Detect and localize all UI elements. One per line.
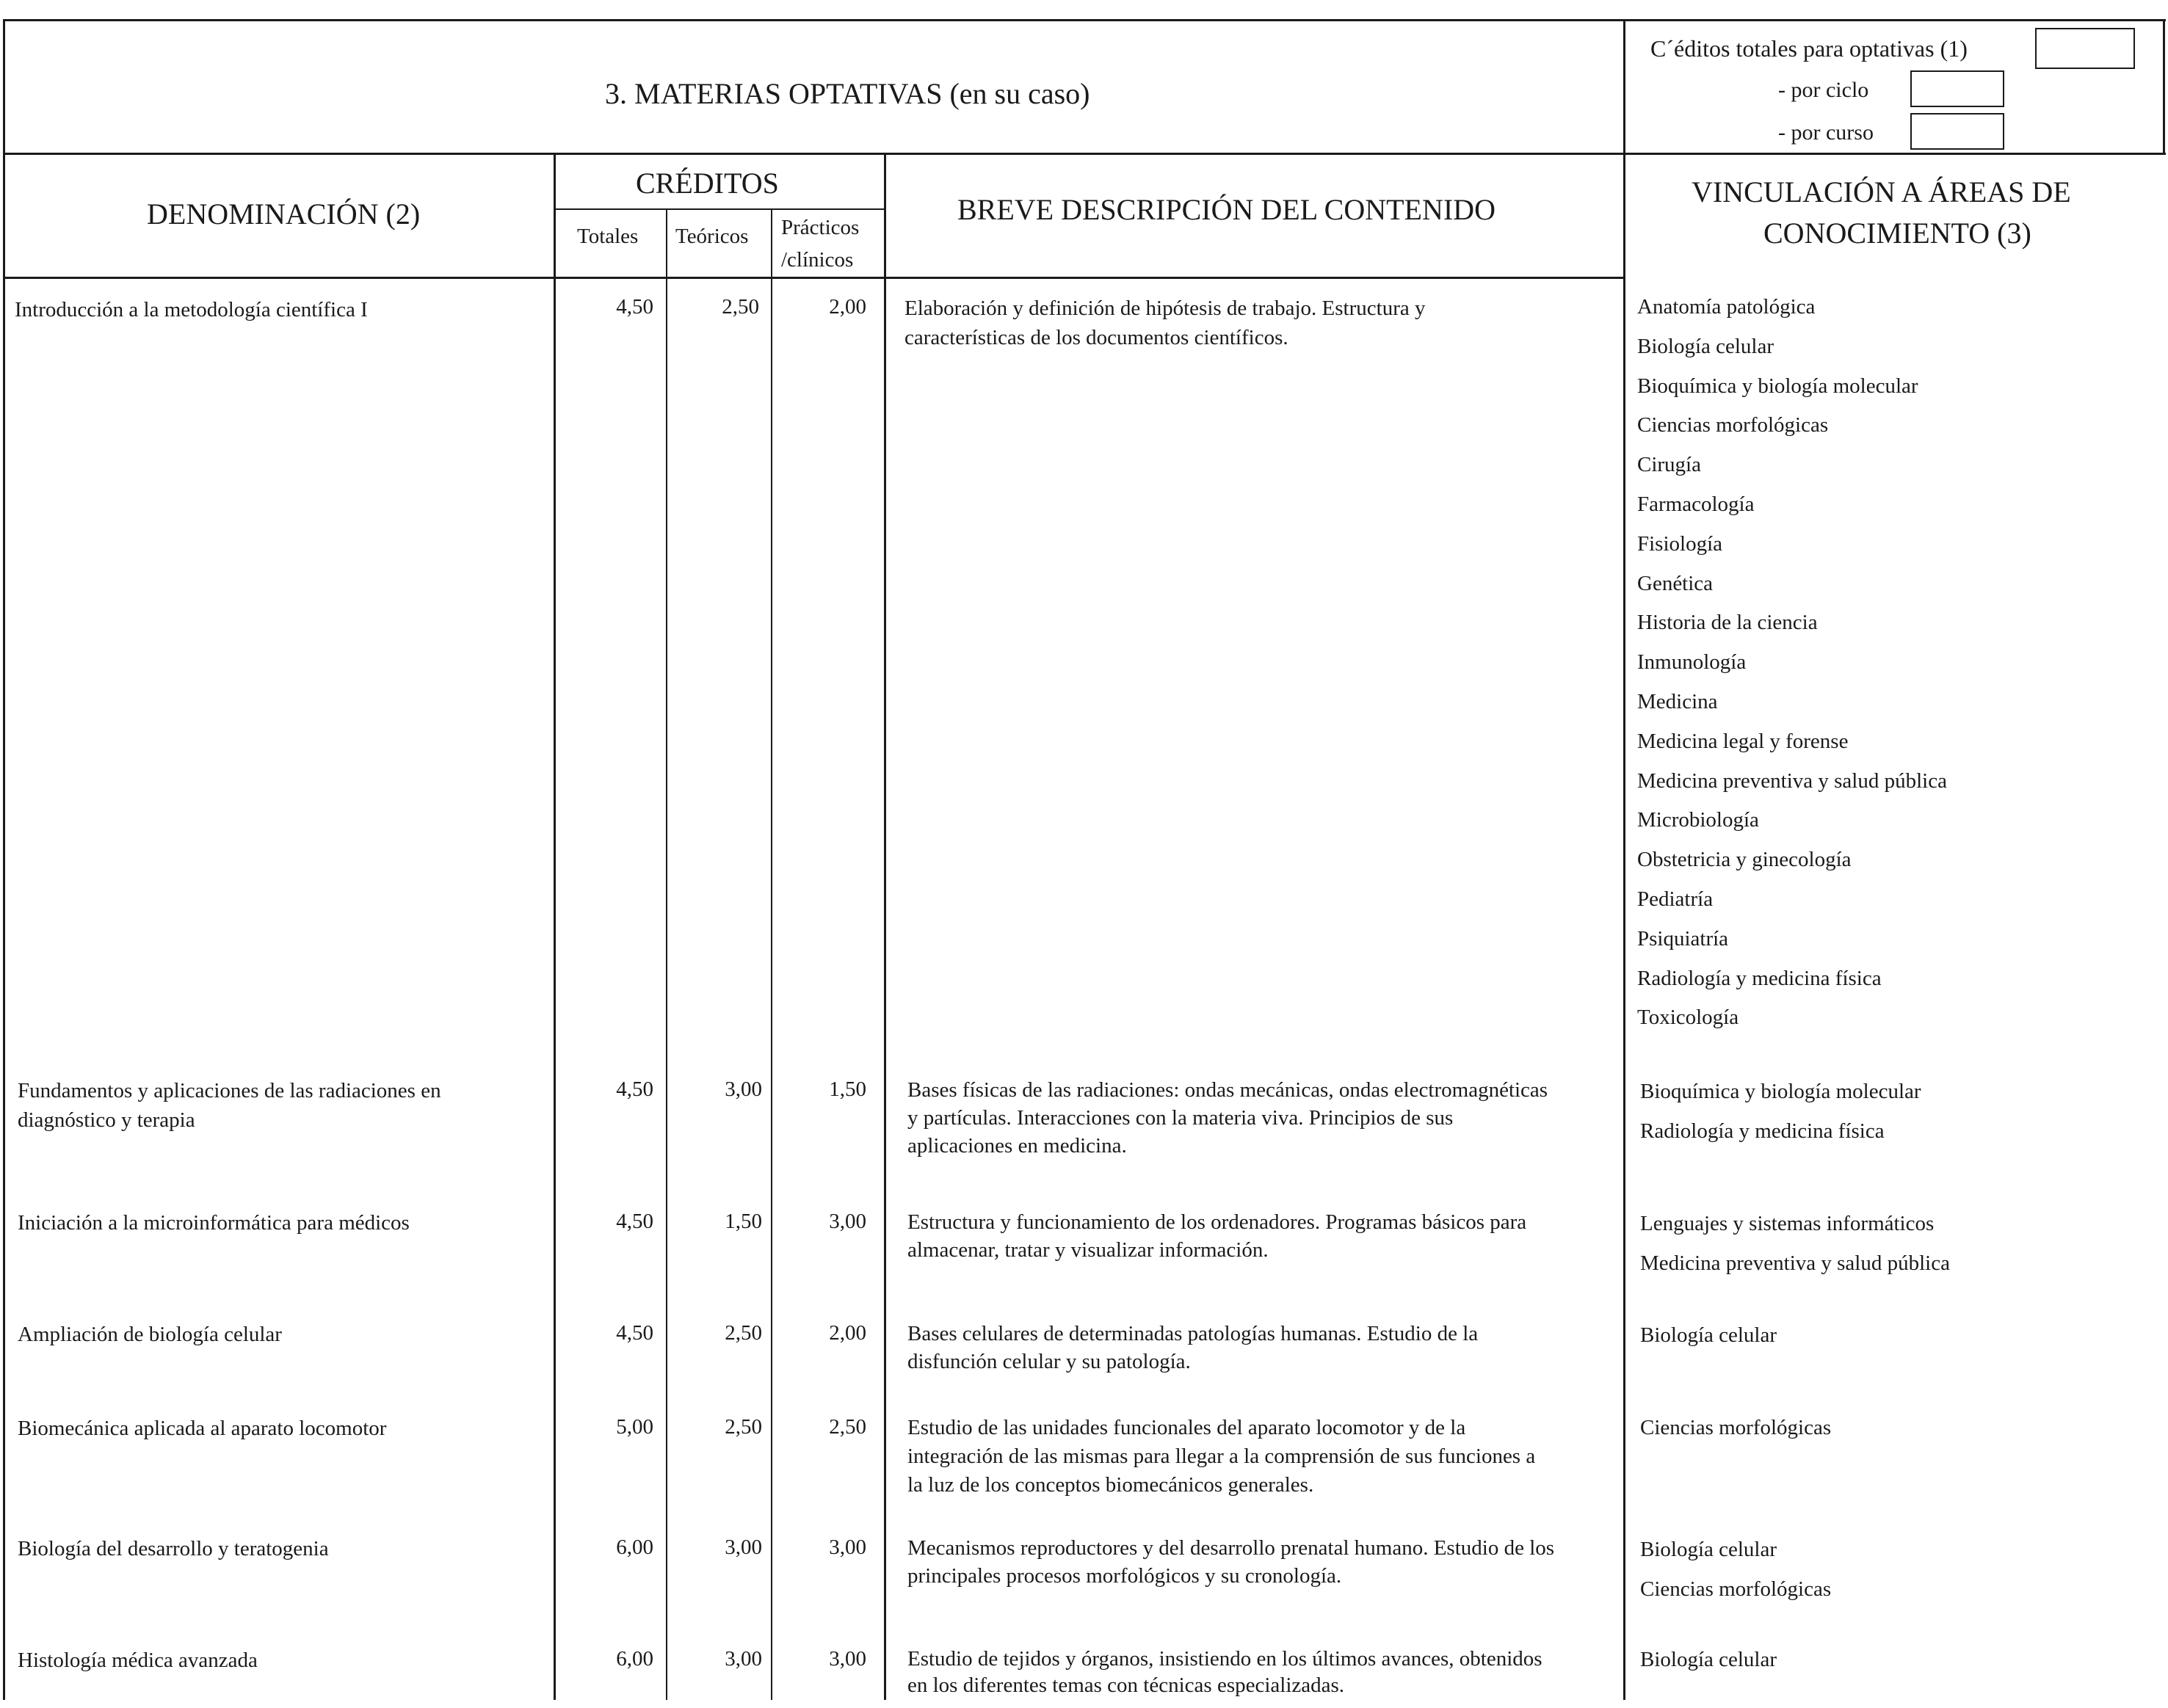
row-4-name-line: Ampliación de biología celular [18, 1323, 282, 1346]
area-item: Medicina preventiva y salud pública [1637, 768, 1947, 793]
row-7-name [18, 1646, 258, 1675]
row-5-practice: 2,50 [829, 1415, 866, 1439]
row-6-practice: 3,00 [829, 1536, 866, 1559]
column-header-bottom-border [3, 277, 1625, 279]
header-bottom-border [3, 153, 2166, 155]
row-3-name [18, 1208, 410, 1238]
area-item: Radiología y medicina física [1640, 1119, 1885, 1143]
left-border [3, 19, 5, 1700]
row-2-description-line: Bases físicas de las radiaciones: ondas mecánicas, ondas electromagnéticas [907, 1078, 1548, 1102]
row-1-description-line: Elaboración y definición de hipótesis de trabajo. Estructura y [904, 297, 1426, 320]
column-header-theory: Teóricos [675, 225, 749, 248]
row-6-description-line: principales procesos morfológicos y su cronología. [907, 1564, 1342, 1588]
row-3-description-line: almacenar, tratar y visualizar información. [907, 1238, 1269, 1262]
area-item: Historia de la ciencia [1637, 611, 1818, 635]
row-2-theory: 3,00 [725, 1078, 762, 1101]
divider-theory-practice [771, 208, 772, 1700]
row-6-description [907, 1534, 1554, 1590]
row-1-areas [1637, 288, 1947, 1038]
row-7-areas [1640, 1640, 1777, 1679]
area-item: Fisiología [1637, 531, 1723, 556]
row-3-description-line: Estructura y funcionamiento de los ordenadores. Programas básicos para [907, 1210, 1527, 1234]
row-3-practice: 3,00 [829, 1210, 866, 1233]
area-item: Biología celular [1640, 1648, 1777, 1671]
row-7-description-line: en los diferentes temas con técnicas especializadas. [907, 1674, 1345, 1697]
area-item: Psiquiatría [1637, 926, 1729, 951]
row-2-name-line: diagnóstico y terapia [18, 1108, 195, 1132]
row-6-theory: 3,00 [725, 1536, 762, 1559]
area-item: Microbiología [1637, 808, 1759, 832]
divider-description-areas [1623, 19, 1625, 1700]
row-3-areas [1640, 1204, 1950, 1283]
column-header-credits: CRÉDITOS [636, 167, 779, 200]
row-6-areas [1640, 1530, 1831, 1609]
column-header-practice-line2: /clínicos [781, 248, 854, 272]
row-2-name-line: Fundamentos y aplicaciones de las radiaciones en [18, 1079, 441, 1102]
area-item: Biología celular [1637, 334, 1774, 358]
row-2-description-line: y partículas. Interacciones con la materia viva. Principios de sus [907, 1106, 1454, 1130]
column-header-description: BREVE DESCRIPCIÓN DEL CONTENIDO [957, 193, 1496, 226]
row-4-totals: 4,50 [616, 1321, 653, 1345]
row-2-areas [1640, 1072, 1921, 1151]
row-6-totals: 6,00 [616, 1536, 653, 1559]
area-item: Ciencias morfológicas [1640, 1416, 1832, 1439]
row-6-name [18, 1534, 329, 1563]
credits-total-label: C´éditos totales para optativas (1) [1650, 35, 1968, 62]
column-header-name: DENOMINACIÓN (2) [147, 197, 421, 230]
row-1-theory: 2,50 [722, 295, 759, 319]
area-item: Biología celular [1640, 1538, 1777, 1561]
row-5-areas [1640, 1408, 1831, 1447]
row-3-theory: 1,50 [725, 1210, 762, 1233]
per-course-field[interactable] [1910, 113, 2004, 150]
row-1-name-line: Introducción a la metodología científica I [15, 298, 368, 321]
row-4-areas [1640, 1315, 1777, 1355]
area-item: Bioquímica y biología molecular [1640, 1080, 1921, 1103]
area-item: Pediatría [1637, 887, 1714, 911]
row-1-totals: 4,50 [616, 295, 653, 319]
row-1-description-line: características de los documentos científicos. [904, 326, 1288, 349]
area-item: Inmunología [1637, 650, 1747, 675]
row-2-description-line: aplicaciones en medicina. [907, 1134, 1127, 1158]
divider-credits-description [884, 153, 886, 1700]
area-item: Biología celular [1640, 1323, 1777, 1347]
right-border-header [2163, 19, 2165, 154]
divider-name-credits [554, 153, 556, 1700]
top-border [3, 19, 2166, 21]
area-item: Medicina legal y forense [1637, 729, 1849, 753]
row-5-description [907, 1414, 1535, 1500]
row-5-totals: 5,00 [616, 1415, 653, 1439]
row-5-description-line: Estudio de las unidades funcionales del aparato locomotor y de la [907, 1416, 1466, 1439]
row-5-name-line: Biomecánica aplicada al aparato locomotor [18, 1417, 387, 1440]
row-2-name [18, 1076, 441, 1135]
row-3-description [907, 1208, 1526, 1264]
row-2-description [907, 1076, 1548, 1160]
column-header-areas-line2: CONOCIMIENTO (3) [1763, 217, 2031, 250]
row-1-description [904, 294, 1425, 352]
row-7-name-line: Histología médica avanzada [18, 1649, 258, 1672]
row-4-practice: 2,00 [829, 1321, 866, 1345]
area-item: Medicina [1637, 689, 1718, 713]
area-item: Genética [1637, 571, 1714, 595]
area-item: Farmacología [1637, 492, 1755, 516]
section-title: 3. MATERIAS OPTATIVAS (en su caso) [605, 77, 1090, 110]
column-header-areas-line1: VINCULACIÓN A ÁREAS DE [1692, 175, 2071, 208]
row-5-theory: 2,50 [725, 1415, 762, 1439]
row-4-theory: 2,50 [725, 1321, 762, 1345]
row-4-description-line: Bases celulares de determinadas patologías humanas. Estudio de la [907, 1322, 1479, 1345]
row-7-theory: 3,00 [725, 1647, 762, 1671]
row-3-name-line: Iniciación a la microinformática para médicos [18, 1211, 410, 1235]
area-item: Lenguajes y sistemas informáticos [1640, 1212, 1935, 1235]
row-5-name [18, 1414, 386, 1443]
row-2-totals: 4,50 [616, 1078, 653, 1101]
area-item: Ciencias morfológicas [1637, 413, 1829, 437]
area-item: Cirugía [1637, 453, 1701, 477]
area-item: Anatomía patológica [1637, 295, 1816, 319]
row-1-practice: 2,00 [829, 295, 866, 319]
row-6-description-line: Mecanismos reproductores y del desarrollo prenatal humano. Estudio de los [907, 1536, 1555, 1560]
area-item: Ciencias morfológicas [1640, 1577, 1832, 1601]
row-7-totals: 6,00 [616, 1647, 653, 1671]
per-cycle-field[interactable] [1910, 70, 2004, 107]
row-6-name-line: Biología del desarrollo y teratogenia [18, 1537, 329, 1560]
row-5-description-line: integración de las mismas para llegar a la comprensión de sus funciones a [907, 1444, 1536, 1468]
row-4-description [907, 1320, 1478, 1376]
row-1-name [15, 295, 368, 324]
row-7-description [907, 1646, 1542, 1698]
area-item: Toxicología [1637, 1006, 1739, 1030]
credits-total-field[interactable] [2035, 28, 2135, 69]
column-header-practice-line1: Prácticos [781, 216, 860, 239]
area-item: Radiología y medicina física [1637, 966, 1882, 990]
column-header-totals: Totales [577, 225, 639, 248]
area-item: Obstetricia y ginecología [1637, 848, 1852, 872]
row-4-name [18, 1320, 282, 1349]
per-course-label: - por curso [1778, 120, 1874, 145]
row-5-description-line: la luz de los conceptos biomecánicos generales. [907, 1473, 1314, 1497]
row-3-totals: 4,50 [616, 1210, 653, 1233]
credits-subheader-line [554, 208, 885, 210]
row-7-description-line: Estudio de tejidos y órganos, insistiendo en los últimos avances, obtenidos [907, 1647, 1542, 1671]
row-4-description-line: disfunción celular y su patología. [907, 1350, 1191, 1373]
divider-totals-theory [666, 208, 667, 1700]
per-cycle-label: - por ciclo [1778, 78, 1869, 102]
area-item: Bioquímica y biología molecular [1637, 374, 1918, 398]
row-2-practice: 1,50 [829, 1078, 866, 1101]
area-item: Medicina preventiva y salud pública [1640, 1251, 1950, 1275]
row-7-practice: 3,00 [829, 1647, 866, 1671]
